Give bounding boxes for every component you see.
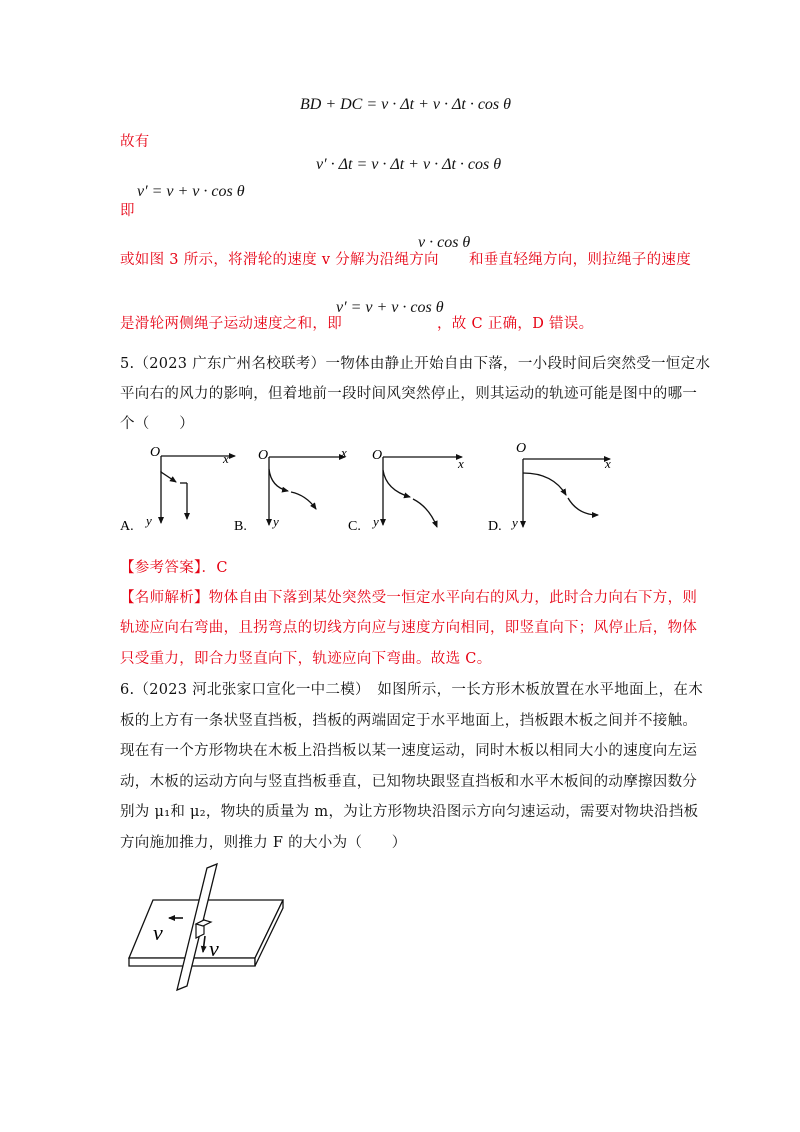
option-d-origin: O: [516, 441, 527, 456]
option-b-path-lower: [291, 492, 316, 509]
text-sum-part2: ，故 C 正确，D 错误。: [437, 316, 594, 332]
q6-board-figure: [125, 862, 290, 992]
q6-line3: 现在有一个方形物块在木板上沿挡板以某一速度运动，同时木板以相同大小的速度向左运: [120, 743, 698, 759]
option-b-label: B.: [234, 519, 247, 534]
option-d-path-lower: [568, 498, 598, 515]
option-c-label: C.: [348, 519, 361, 534]
option-c-x-label: x: [458, 456, 464, 471]
option-c-origin: O: [372, 448, 383, 463]
q5-analysis-line1: 【名师解析】物体自由下落到某处突然受一恒定水平向右的风力，此时合力向右下方，则: [120, 590, 698, 606]
velocity-label-left: v: [153, 920, 163, 945]
q5-answer: 【参考答案】．C: [120, 560, 228, 576]
option-a-path-upper: [161, 471, 176, 482]
q5-line2: 平向右的风力的影响，但着地前一段时间风突然停止，则其运动的轨迹可能是图中的哪一: [120, 386, 698, 402]
equation-v-prime-dt: v′ · Δt = v · Δt + v · Δt · cos θ: [316, 156, 502, 173]
text-fig3-part2: 和垂直轻绳方向，则拉绳子的速度: [469, 252, 691, 268]
equation-v-cos: v · cos θ: [418, 234, 471, 251]
option-d-x-label: x: [605, 456, 611, 471]
q5-analysis-line2: 轨迹应向右弯曲，且拐弯点的切线方向应与速度方向相同，即竖直向下；风停止后，物体: [120, 620, 698, 636]
q6-line1: 6.（2023 河北张家口宣化一中二模） 如图所示，一长方形木板放置在水平地面上，在木: [120, 682, 703, 698]
equation-sum: v′ = v + v · cos θ: [336, 299, 444, 316]
equation-v-prime: v′ = v + v · cos θ: [137, 183, 245, 200]
text-sum-part1: 是滑轮两侧绳子运动速度之和，即: [120, 316, 342, 332]
option-d-label: D.: [488, 519, 502, 534]
option-a-origin: O: [150, 445, 161, 460]
option-b-origin: O: [258, 448, 269, 463]
option-b-y-label: y: [273, 514, 279, 529]
q5-trajectory-figures: [110, 435, 610, 540]
option-d-y-label: y: [512, 515, 518, 530]
q6-line2: 板的上方有一条状竖直挡板，挡板的两端固定于水平地面上，挡板跟木板之间并不接触。: [120, 713, 698, 729]
q6-line5: 别为 μ₁和 μ₂，物块的质量为 m，为让方形物块沿图示方向匀速运动，需要对物块沿挡板: [120, 804, 699, 820]
option-c-path-upper: [383, 470, 410, 497]
option-b-path-upper: [269, 469, 288, 491]
q5-analysis-line3: 只受重力，即合力竖直向下，轨迹应向下弯曲。故选 C。: [120, 651, 492, 667]
q6-line4: 动，木板的运动方向与竖直挡板垂直，已知物块跟竖直挡板和水平木板间的动摩擦因数分: [120, 774, 698, 790]
option-c-figure: [348, 448, 464, 534]
option-b-x-label: x: [341, 445, 347, 460]
option-a-figure: [120, 445, 235, 534]
option-b-figure: [234, 445, 347, 534]
equation-bd-dc: BD + DC = v · Δt + v · Δt · cos θ: [300, 96, 512, 113]
q6-line6: 方向施加推力，则推力 F 的大小为（ ）: [120, 835, 407, 851]
text-gu-you: 故有: [120, 134, 150, 150]
option-c-y-label: y: [373, 514, 379, 529]
text-fig3-part1: 或如图 3 所示，将滑轮的速度 v 分解为沿绳方向: [120, 252, 439, 268]
option-a-label: A.: [120, 519, 134, 534]
option-d-figure: [488, 441, 611, 534]
option-c-path-lower: [413, 499, 437, 527]
q5-line1: 5.（2023 广东广州名校联考）一物体由静止开始自由下落，一小段时间后突然受一恒定水: [120, 356, 711, 372]
velocity-label-down: v: [209, 936, 219, 961]
text-ji: 即: [120, 203, 135, 219]
option-a-y-label: y: [146, 513, 152, 528]
option-d-path-upper: [523, 473, 566, 495]
q5-line3: 个（ ）: [120, 416, 194, 432]
option-a-x-label: x: [223, 451, 229, 466]
